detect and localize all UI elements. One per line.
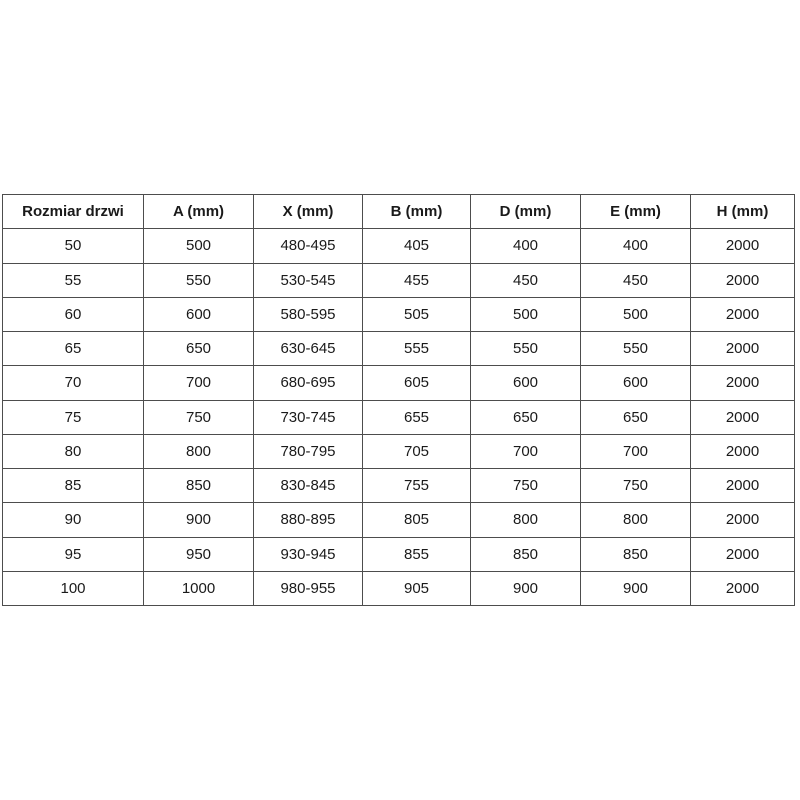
table-cell: 755 — [363, 469, 471, 503]
table-cell: 705 — [363, 434, 471, 468]
table-cell: 55 — [3, 263, 144, 297]
table-cell: 600 — [144, 297, 254, 331]
table-row — [3, 229, 795, 263]
table-cell: 555 — [363, 332, 471, 366]
table-cell: 400 — [581, 229, 691, 263]
table-cell: 2000 — [691, 229, 795, 263]
table-row — [3, 400, 795, 434]
table-cell: 580-595 — [254, 297, 363, 331]
header-cell-d-mm: D (mm) — [471, 195, 581, 229]
table-cell: 830-845 — [254, 469, 363, 503]
table-row — [3, 537, 795, 571]
table-cell: 900 — [581, 571, 691, 605]
table-cell: 730-745 — [254, 400, 363, 434]
table-cell: 700 — [581, 434, 691, 468]
table-cell: 950 — [144, 537, 254, 571]
table-cell: 605 — [363, 366, 471, 400]
table-cell: 800 — [581, 503, 691, 537]
table-cell: 450 — [581, 263, 691, 297]
header-cell-a-mm: A (mm) — [144, 195, 254, 229]
table-row — [3, 434, 795, 468]
table-row — [3, 263, 795, 297]
table-cell: 655 — [363, 400, 471, 434]
table-cell: 100 — [3, 571, 144, 605]
table-cell: 500 — [144, 229, 254, 263]
table-cell: 2000 — [691, 332, 795, 366]
table-cell: 650 — [471, 400, 581, 434]
table-cell: 480-495 — [254, 229, 363, 263]
table-cell: 95 — [3, 537, 144, 571]
door-size-spec-table — [2, 194, 795, 606]
table-cell: 680-695 — [254, 366, 363, 400]
table-cell: 2000 — [691, 571, 795, 605]
table-cell: 700 — [471, 434, 581, 468]
table-cell: 900 — [144, 503, 254, 537]
table-cell: 600 — [581, 366, 691, 400]
table-cell: 405 — [363, 229, 471, 263]
table-row — [3, 503, 795, 537]
table-header-row — [3, 195, 795, 229]
table-row — [3, 469, 795, 503]
table-cell: 70 — [3, 366, 144, 400]
table-cell: 550 — [471, 332, 581, 366]
table-cell: 2000 — [691, 366, 795, 400]
table-cell: 1000 — [144, 571, 254, 605]
table-row — [3, 332, 795, 366]
table-cell: 880-895 — [254, 503, 363, 537]
table-cell: 2000 — [691, 503, 795, 537]
header-cell-x-mm: X (mm) — [254, 195, 363, 229]
table-cell: 905 — [363, 571, 471, 605]
table-cell: 800 — [144, 434, 254, 468]
table-cell: 800 — [471, 503, 581, 537]
table-cell: 980-955 — [254, 571, 363, 605]
table-cell: 780-795 — [254, 434, 363, 468]
table-cell: 75 — [3, 400, 144, 434]
table-cell: 700 — [144, 366, 254, 400]
table-cell: 60 — [3, 297, 144, 331]
table-cell: 750 — [144, 400, 254, 434]
table-cell: 500 — [471, 297, 581, 331]
table-cell: 650 — [581, 400, 691, 434]
table-row — [3, 571, 795, 605]
table-cell: 850 — [471, 537, 581, 571]
header-cell-rozmiar-drzwi: Rozmiar drzwi — [3, 195, 144, 229]
table-row — [3, 297, 795, 331]
header-cell-e-mm: E (mm) — [581, 195, 691, 229]
table-cell: 2000 — [691, 263, 795, 297]
table-cell: 50 — [3, 229, 144, 263]
table-cell: 2000 — [691, 469, 795, 503]
table-cell: 450 — [471, 263, 581, 297]
table-cell: 630-645 — [254, 332, 363, 366]
table-cell: 550 — [581, 332, 691, 366]
table-cell: 2000 — [691, 434, 795, 468]
table-cell: 455 — [363, 263, 471, 297]
table-cell: 500 — [581, 297, 691, 331]
table-cell: 805 — [363, 503, 471, 537]
table-cell: 850 — [144, 469, 254, 503]
table-cell: 65 — [3, 332, 144, 366]
table-cell: 2000 — [691, 400, 795, 434]
table-cell: 600 — [471, 366, 581, 400]
table-cell: 400 — [471, 229, 581, 263]
table-cell: 85 — [3, 469, 144, 503]
table-row — [3, 366, 795, 400]
header-cell-b-mm: B (mm) — [363, 195, 471, 229]
header-cell-h-mm: H (mm) — [691, 195, 795, 229]
table-cell: 530-545 — [254, 263, 363, 297]
table-cell: 2000 — [691, 297, 795, 331]
table-cell: 850 — [581, 537, 691, 571]
table-cell: 750 — [471, 469, 581, 503]
table-cell: 930-945 — [254, 537, 363, 571]
table-cell: 2000 — [691, 537, 795, 571]
table-cell: 650 — [144, 332, 254, 366]
table-cell: 90 — [3, 503, 144, 537]
table-cell: 900 — [471, 571, 581, 605]
table-cell: 505 — [363, 297, 471, 331]
table-cell: 550 — [144, 263, 254, 297]
table-cell: 80 — [3, 434, 144, 468]
table-cell: 855 — [363, 537, 471, 571]
table-cell: 750 — [581, 469, 691, 503]
